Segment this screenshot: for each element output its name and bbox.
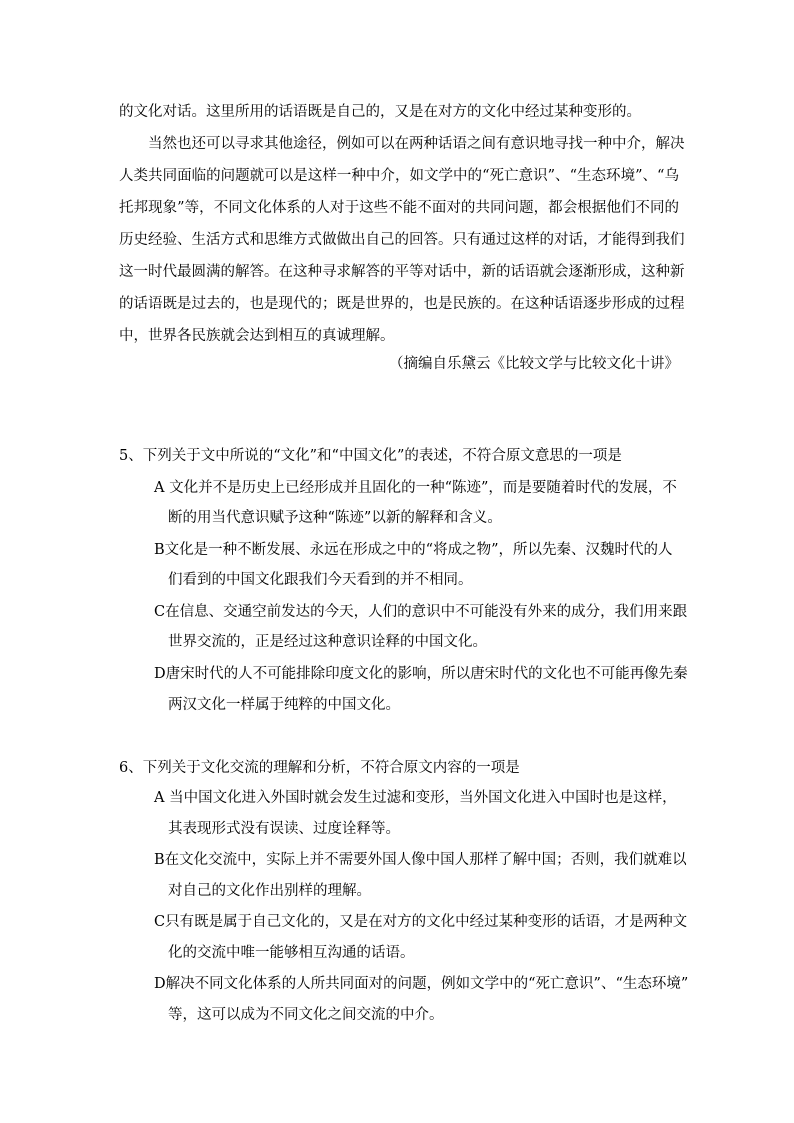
passage-line: 的话语既是过去的，也是现代的；既是世界的，也是民族的。在这种话语逐步形成的过程	[119, 296, 685, 312]
option-line: 等，这可以成为不同文化之间交流的中介。	[168, 1007, 444, 1023]
option-line: 两汉文化一样属于纯粹的中国文化。	[168, 697, 400, 713]
option-line: B文化是一种不断发展、永远在形成之中的“将成之物”，所以先秦、汉魏时代的人	[154, 542, 673, 558]
option-line: 其表现形式没有误读、过度诠释等。	[168, 821, 400, 837]
passage-line: 历史经验、生活方式和思维方式做做出自己的回答。只有通过这样的对话，才能得到我们	[119, 232, 685, 248]
passage-line: 的文化对话。这里所用的话语既是自己的，又是在对方的文化中经过某种变形的。	[119, 104, 641, 120]
question-stem: 6、下列关于文化交流的理解和分析，不符合原文内容的一项是	[119, 760, 520, 776]
option-line: A 当中国文化进入外国时就会发生过滤和变形，当外国文化进入中国时也是这样，	[154, 790, 677, 806]
option-line: C只有既是属于自己文化的，又是在对方的文化中经过某种变形的话语，才是两种文	[154, 914, 688, 930]
option-line: 断的用当代意识赋予这种“陈迹”以新的解释和含义。	[168, 510, 502, 526]
option-line: A 文化并不是历史上已经形成并且固化的一种“陈迹”，而是要随着时代的发展，不	[154, 480, 677, 496]
passage-line: 人类共同面临的问题就可以是这样一种中介，如文学中的“死亡意识”、“生态环境”、“乌	[119, 168, 679, 184]
passage-line: 这一时代最圆满的解答。在这种寻求解答的平等对话中，新的话语就会逐渐形成，这种新	[119, 264, 685, 280]
question-stem: 5、下列关于文中所说的“文化”和“中国文化”的表述，不符合原文意思的一项是	[119, 448, 622, 464]
option-line: 对自己的文化作出别样的理解。	[168, 883, 371, 899]
passage-line: 中，世界各民族就会达到相互的真诚理解。	[119, 328, 395, 344]
passage-source: （摘编自乐黛云《比较文学与比较文化十讲》	[389, 356, 679, 372]
passage-line: 当然也还可以寻求其他途径，例如可以在两种话语之间有意识地寻找一种中介，解决	[148, 136, 685, 152]
option-line: C在信息、交通空前发达的今天，人们的意识中不可能没有外来的成分，我们用来跟	[154, 604, 688, 620]
option-line: 们看到的中国文化跟我们今天看到的并不相同。	[168, 572, 473, 588]
option-line: 世界交流的，正是经过这种意识诠释的中国文化。	[168, 634, 487, 650]
option-line: B在文化交流中，实际上并不需要外国人像中国人那样了解中国；否则，我们就难以	[154, 852, 687, 868]
option-line: 化的交流中唯一能够相互沟通的话语。	[168, 945, 415, 961]
option-line: D解决不同文化体系的人所共同面对的问题，例如文学中的“死亡意识”、“生态环境”	[154, 976, 689, 992]
option-line: D唐宋时代的人不可能排除印度文化的影响，所以唐宋时代的文化也不可能再像先秦	[154, 666, 688, 682]
passage-line: 托邦现象”等，不同文化体系的人对于这些不能不面对的共同问题，都会根据他们不同的	[119, 200, 679, 216]
